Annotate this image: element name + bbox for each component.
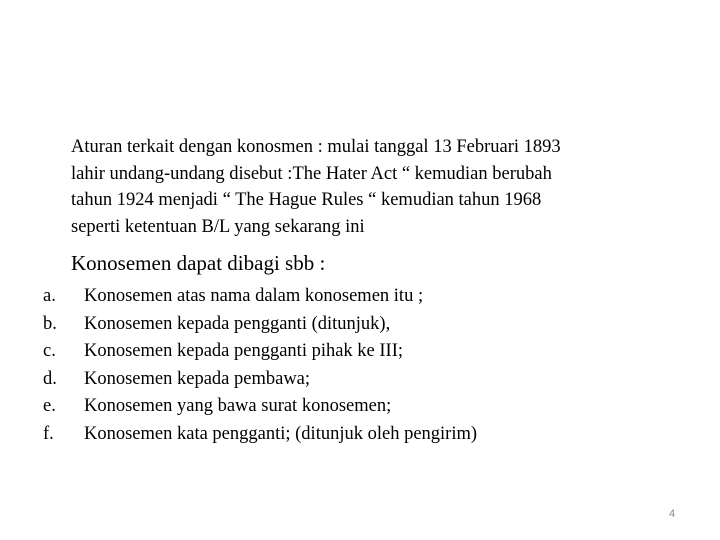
intro-paragraph (71, 134, 671, 240)
intro-paragraph-line: Aturan terkait dengan konosmen : mulai tanggal 13 Februari 1893 (71, 137, 561, 157)
list-marker: d. (43, 368, 57, 389)
intro-paragraph-line: seperti ketentuan B/L yang sekarang ini (71, 216, 365, 237)
list-item (43, 366, 477, 394)
konosemen-type-list (43, 283, 477, 448)
list-item-text: Konosemen yang bawa surat konosemen; (84, 396, 392, 416)
list-item-text: Konosemen atas nama dalam konosemen itu ; (84, 286, 424, 306)
list-item (43, 421, 477, 449)
list-item (43, 311, 477, 339)
list-marker: b. (43, 313, 57, 334)
page-number: 4 (668, 508, 676, 520)
list-item (43, 393, 477, 421)
list-item-text: Konosemen kepada pembawa; (84, 368, 311, 389)
list-item-text: Konosemen kepada pengganti (ditunjuk), (84, 313, 391, 334)
list-item-text: Konosemen kepada pengganti pihak ke III; (84, 341, 404, 361)
intro-paragraph-line: tahun 1924 menjadi “ The Hague Rules “ kemudian tahun 1968 (71, 190, 542, 210)
intro-paragraph-line: lahir undang-undang disebut :The Hater Act “ kemudian berubah (71, 163, 552, 184)
list-item-text: Konosemen kata pengganti; (ditunjuk oleh pengirim) (84, 423, 478, 444)
section-heading: Konosemen dapat dibagi sbb : (71, 251, 326, 275)
list-marker: a. (43, 286, 56, 306)
list-item (43, 283, 477, 311)
list-marker: c. (43, 341, 56, 361)
list-marker: f. (43, 423, 54, 444)
list-item (43, 338, 477, 366)
list-marker: e. (43, 396, 56, 416)
